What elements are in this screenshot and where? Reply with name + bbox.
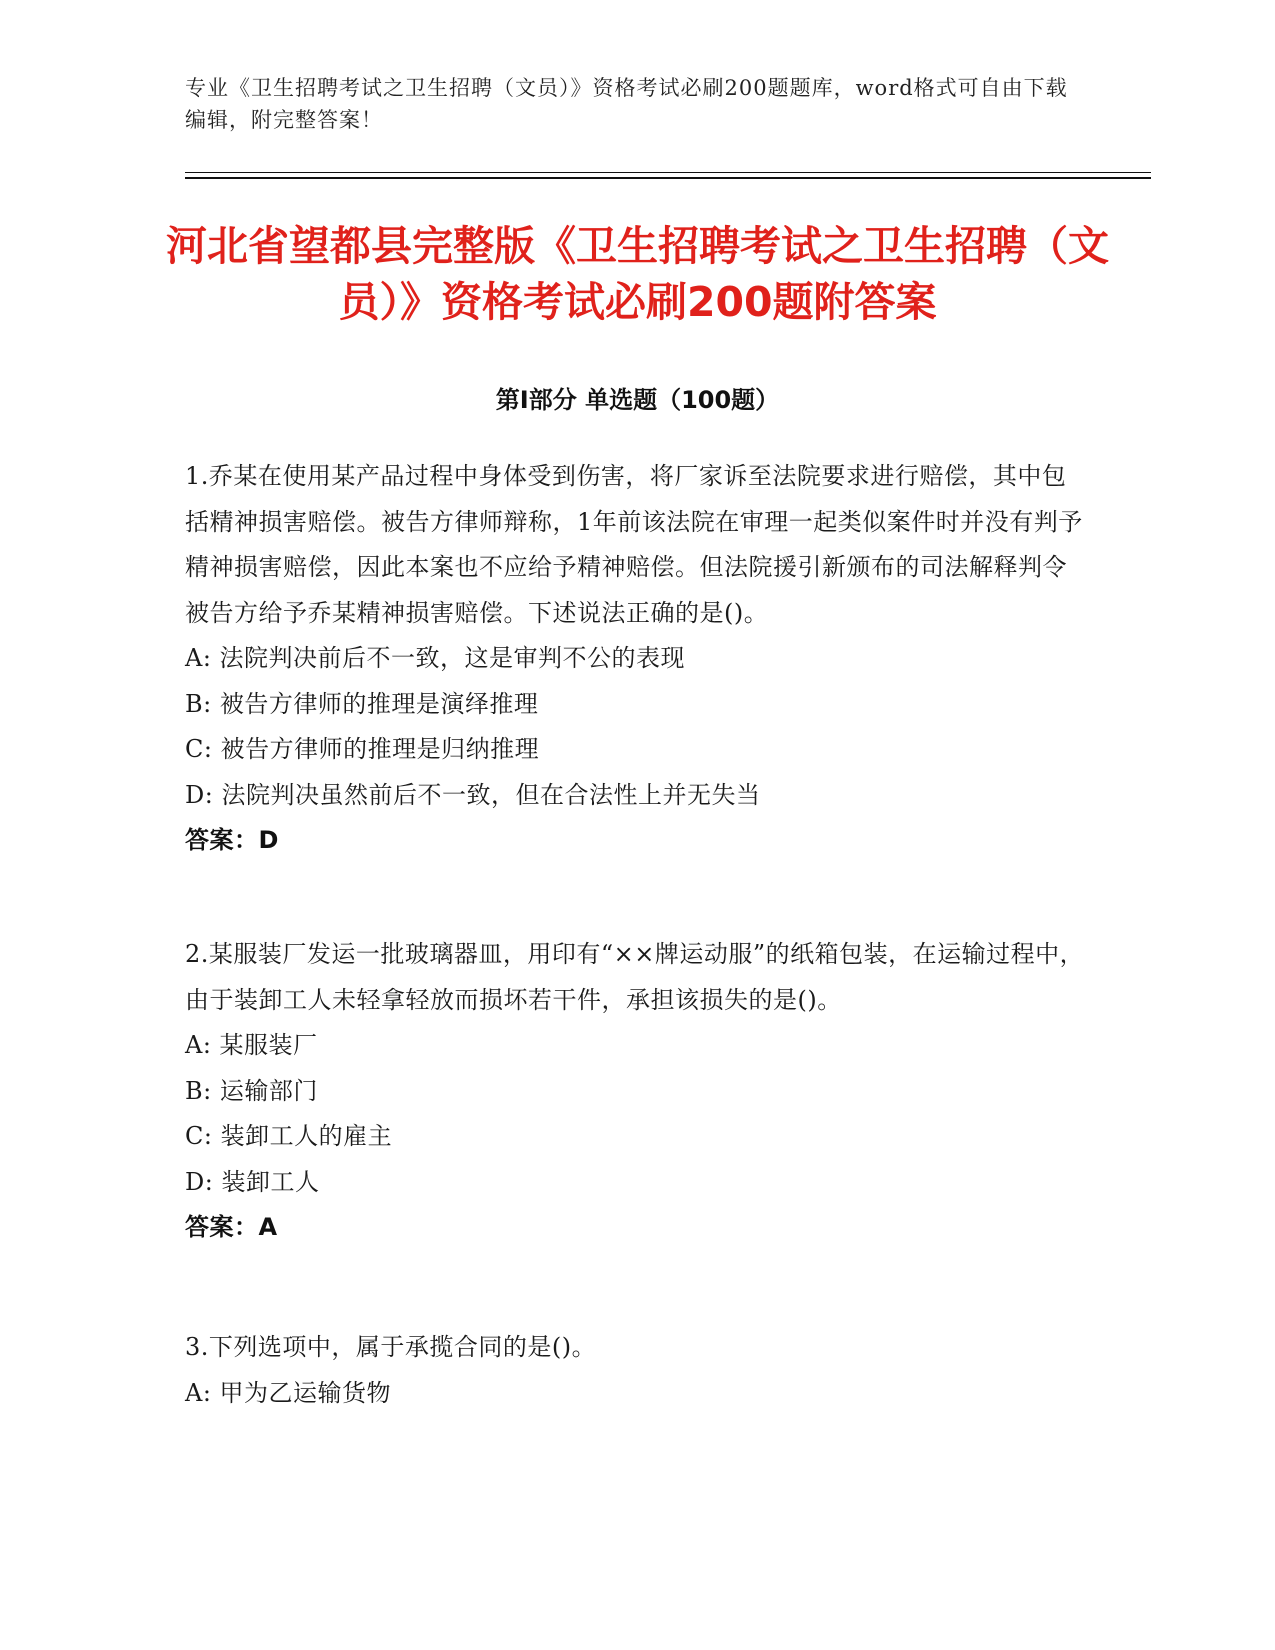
document-title: 河北省望都县完整版《卫生招聘考试之卫生招聘（文员）》资格考试必刷200题附答案 <box>166 222 1109 326</box>
question-2 <box>185 932 1085 1251</box>
question-1 <box>185 454 1085 864</box>
question-3 <box>185 1325 1085 1416</box>
question-stem: 1.乔某在使用某产品过程中身体受到伤害，将厂家诉至法院要求进行赔偿，其中包括精神损害赔偿。被告方律师辩称，1年前该法院在审理一起类似案件时并没有判予精神损害赔偿，因此本案也不应给予精神赔偿。但法院援引新颁布的司法解释判令被告方给予乔某精神损害赔偿。下述说法正确的是()。 <box>185 462 1083 627</box>
question-stem: 3.下列选项中，属于承揽合同的是()。 <box>185 1333 597 1361</box>
option-d: D: 装卸工人 <box>185 1167 320 1196</box>
header-note: 专业《卫生招聘考试之卫生招聘（文员）》资格考试必刷200题题库，word格式可自由下载编辑，附完整答案！ <box>185 76 1068 132</box>
option-c: C: 被告方律师的推理是归纳推理 <box>185 735 540 763</box>
option-b: B: 运输部门 <box>185 1076 318 1105</box>
option-a: A: 法院判决前后不一致，这是审判不公的表现 <box>185 644 686 672</box>
option-d: D: 法院判决虽然前后不一致，但在合法性上并无失当 <box>185 780 761 809</box>
header-divider-thick <box>185 177 1151 179</box>
answer: 答案：D <box>185 826 279 854</box>
section-title: 第Ⅰ部分 单选题（100题） <box>495 386 780 414</box>
option-a: A: 某服装厂 <box>185 1031 318 1059</box>
option-a: A: 甲为乙运输货物 <box>185 1378 392 1407</box>
option-c: C: 装卸工人的雇主 <box>185 1122 393 1150</box>
question-stem: 2.某服装厂发运一批玻璃器皿，用印有“××牌运动服”的纸箱包装，在运输过程中，由于装卸工人未轻拿轻放而损坏若干件，承担该损失的是()。 <box>185 940 1085 1014</box>
option-b: B: 被告方律师的推理是演绎推理 <box>185 689 539 718</box>
answer: 答案：A <box>185 1213 278 1241</box>
header-divider-thin <box>185 172 1151 173</box>
